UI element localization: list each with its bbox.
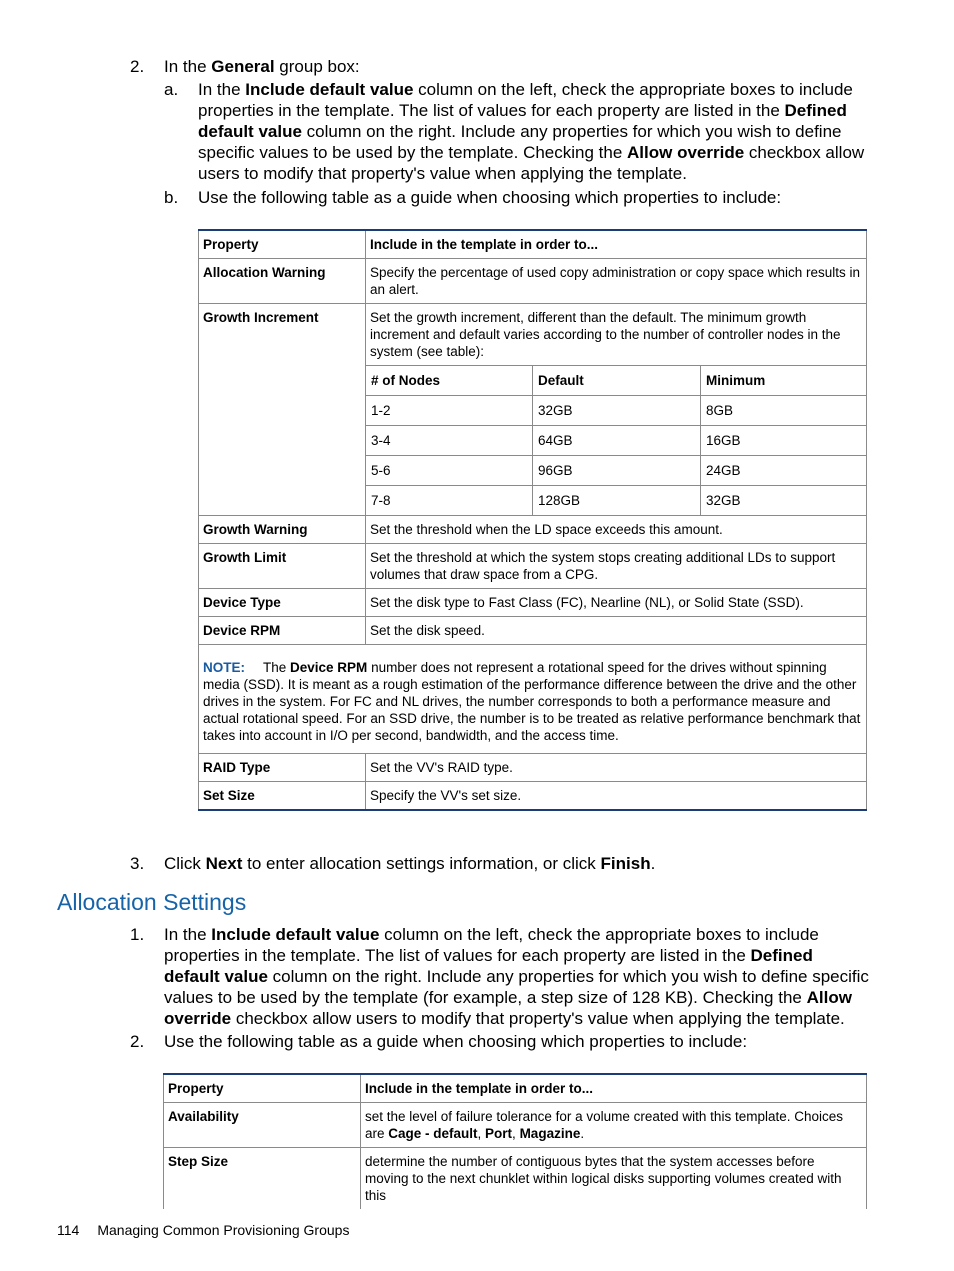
table-row (164, 1148, 867, 1210)
table-row (199, 754, 867, 782)
step-2-text: In the General group box: (164, 57, 360, 76)
subtable-cell: 64GB (533, 426, 701, 456)
property-description: Set the threshold at which the system stops creating additional LDs to support volumes that draw space from a CPG. (366, 544, 867, 589)
table-row (199, 617, 867, 645)
step-number: 2. (130, 57, 145, 76)
property-name: Set Size (199, 782, 366, 811)
substep-letter: a. (164, 80, 179, 99)
property-name: RAID Type (199, 754, 366, 782)
table-header-cell: Include in the template in order to... (366, 230, 867, 259)
subtable-cell: 7-8 (366, 486, 533, 516)
page-number: 114 (57, 1222, 80, 1238)
subtable-header-row (366, 366, 866, 396)
subtable-cell: 1-2 (366, 396, 533, 426)
property-description: Set the disk speed. (366, 617, 867, 645)
property-name: Growth Warning (199, 516, 366, 544)
property-description (366, 304, 867, 516)
property-description: Specify the percentage of used copy administration or copy space which results in an alert. (366, 259, 867, 304)
substep-letter: b. (164, 188, 179, 207)
growth-increment-desc: Set the growth increment, different than the default. The minimum growth increment and default varies according to the number of controller nodes in the system (see table): (370, 310, 841, 359)
property-name: Device Type (199, 589, 366, 617)
subtable-row (366, 426, 866, 456)
subtable-row (366, 486, 866, 516)
table-row (199, 304, 867, 516)
allocation-properties-table (163, 1073, 867, 1209)
table-row (199, 259, 867, 304)
table-row (199, 782, 867, 811)
property-name: Device RPM (199, 617, 366, 645)
general-properties-table (198, 229, 867, 811)
note-row (199, 645, 867, 754)
subtable-cell: 8GB (701, 396, 867, 426)
property-description: Set the VV's RAID type. (366, 754, 867, 782)
subtable-cell: 32GB (533, 396, 701, 426)
note-label: NOTE: (203, 660, 245, 675)
step-number: 3. (130, 854, 145, 873)
subtable-cell: 24GB (701, 456, 867, 486)
property-description: Set the threshold when the LD space exceeds this amount. (366, 516, 867, 544)
subtable-cell: 5-6 (366, 456, 533, 486)
table-header-row (164, 1074, 867, 1103)
property-name: Step Size (164, 1148, 361, 1210)
subtable-cell: 128GB (533, 486, 701, 516)
step-number: 1. (130, 925, 145, 944)
subtable-cell: 3-4 (366, 426, 533, 456)
step-number: 2. (130, 1032, 145, 1051)
table-header-cell: Property (164, 1074, 361, 1103)
subtable-row (366, 396, 866, 426)
property-name: Growth Limit (199, 544, 366, 589)
property-name: Availability (164, 1103, 361, 1148)
property-description: set the level of failure tolerance for a volume created with this template. Choices are Cage - default, Port, Magazine. (361, 1103, 867, 1148)
alloc-step-2-text: Use the following table as a guide when choosing which properties to include: (164, 1032, 748, 1051)
section-title: Allocation Settings (57, 889, 247, 915)
alloc-step-1-text: In the Include default value column on the left, check the appropriate boxes to include properties in the template. The list of values for each property are listed in the Defined default value column on the right. Include any properties for which you wish to define specific values to be used by the template (for example, a step size of 128 KB). Checking the Allow override checkbox allow users to modify that property's value when applying the template. (164, 925, 869, 1028)
table-row (199, 544, 867, 589)
property-name: Allocation Warning (199, 259, 366, 304)
subtable-header-cell: Minimum (701, 366, 867, 396)
table-header-cell: Property (199, 230, 366, 259)
step-2b-text: Use the following table as a guide when choosing which properties to include: (198, 188, 782, 207)
note-cell: NOTE: The Device RPM number does not represent a rotational speed for the drives without spinning media (SSD). It is meant as a rough estimation of the performance difference between the drive and the other drives in the system. For FC and NL drives, the number corresponds to both a performance measure and actual rotational speed. For an SSD drive, the number is to be treated as relative performance benchmark that takes into account in I/O per second, bandwidth, and the access time. (199, 645, 867, 754)
property-description: determine the number of contiguous bytes that the system accesses before moving to the next chunklet within logical disks supporting volumes created with this (361, 1148, 867, 1210)
property-description: Set the disk type to Fast Class (FC), Nearline (NL), or Solid State (SSD). (366, 589, 867, 617)
table-row (199, 589, 867, 617)
table-header-cell: Include in the template in order to... (361, 1074, 867, 1103)
subtable-header-cell: # of Nodes (366, 366, 533, 396)
property-name: Growth Increment (199, 304, 366, 516)
step-3-text: Click Next to enter allocation settings information, or click Finish. (164, 854, 656, 873)
subtable-row (366, 456, 866, 486)
table-row (199, 516, 867, 544)
subtable-cell: 96GB (533, 456, 701, 486)
page-footer (57, 1222, 367, 1238)
subtable-header-cell: Default (533, 366, 701, 396)
property-description: Specify the VV's set size. (366, 782, 867, 811)
table-header-row (199, 230, 867, 259)
chapter-title: Managing Common Provisioning Groups (97, 1222, 350, 1238)
step-2a-text: In the Include default value column on the left, check the appropriate boxes to include properties in the template. The list of values for each property are listed in the Defined default value column on the right. Include any properties for which you wish to define specific values to be used by the template. Checking the Allow override checkbox allow users to modify that property's value when applying the template. (198, 80, 865, 183)
table-row (164, 1103, 867, 1148)
nodes-subtable (366, 365, 866, 515)
subtable-cell: 16GB (701, 426, 867, 456)
subtable-cell: 32GB (701, 486, 867, 516)
